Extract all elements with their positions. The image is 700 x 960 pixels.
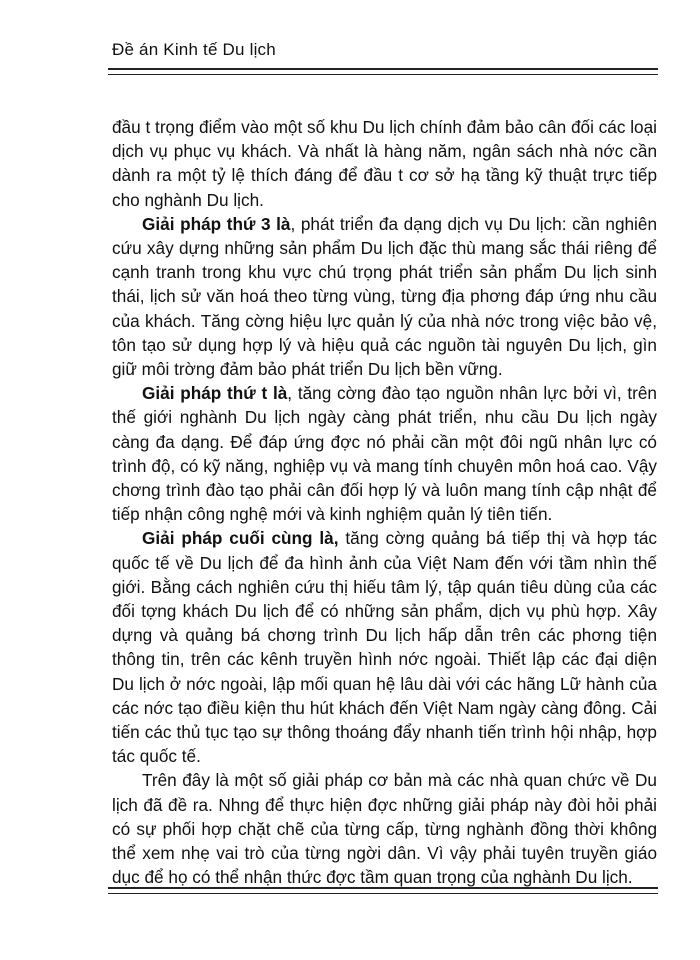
header-rule: [108, 68, 658, 75]
paragraph-5: [112, 768, 657, 889]
paragraph-lead: Giải pháp cuối cùng là,: [142, 528, 339, 549]
paragraph-text: đầu t trọng điểm vào một số khu Du lịch chính đảm bảo cân đối các loại dịch vụ phục vụ khách. Và nhất là hàng năm, ngân sách nhà nớc cần dành ra một tỷ lệ thích đáng để đầu t cơ sở hạ tầng kỹ thuật trực tiếp cho nghành Du lịch.: [112, 117, 657, 210]
paragraph-3: [112, 381, 657, 526]
page-header-title: Đề án Kinh tế Du lịch: [112, 40, 276, 59]
paragraph-text: , tăng cờng đào tạo nguồn nhân lực bởi vì, trên thế giới nghành Du lịch ngày càng phát triển, nhu cầu Du lịch ngày càng đa dạng. Để đáp ứng đợc nó phải cần một đôi ngũ nhân lực có trình độ, có kỹ năng, nghiệp vụ và mang tính chuyên môn hoá cao. Vậy chơng trình đào tạo phải cân đối hợp lý và luôn mang tính cập nhật để tiếp nhận công nghệ mới và kinh nghiệm quản lý tiên tiến.: [112, 383, 657, 525]
paragraph-lead: Giải pháp thứ 3 là: [142, 213, 291, 234]
document-body: [112, 115, 657, 890]
paragraph-text: Trên đây là một số giải pháp cơ bản mà các nhà quan chức về Du lịch đã đề ra. Nhng để thực hiện đợc những giải pháp này đòi hỏi phải có sự phối hợp chặt chẽ của từng cấp, từng nghành đồng thời không thể xem nhẹ vai trò của từng ngời dân. Vì vậy phải tuyên truyền giáo dục để họ có thể nhận thức đợc tầm quan trọng của nghành Du lịch.: [112, 770, 657, 888]
paragraph-text: , phát triển đa dạng dịch vụ Du lịch: cần nghiên cứu xây dựng những sản phẩm Du lịch đặc thù mang sắc thái riêng để cạnh tranh trong khu vực chú trọng phát triển sản phẩm Du lịch sinh thái, lịch sử văn hoá theo từng vùng, từng địa phơng đáp ứng nhu cầu của khách. Tăng cờng hiệu lực quản lý của nhà nớc trong việc bảo vệ, tôn tạo sử dụng hợp lý và hiệu quả các nguồn tài nguyên Du lịch, gìn giữ môi trờng đảm bảo phát triển Du lịch bền vững.: [112, 213, 657, 380]
paragraph-lead: Giải pháp thứ t là: [142, 383, 288, 404]
paragraph-1: [112, 115, 657, 212]
footer-rule: [108, 887, 658, 894]
paragraph-2: [112, 212, 657, 381]
paragraph-text: tăng cờng quảng bá tiếp thị và hợp tác quốc tế về Du lịch để đa hình ảnh của Việt Nam đến với tầm nhìn thế giới. Bằng cách nghiên cứu thị hiếu tâm lý, tập quán tiêu dùng của các đối tợng khách Du lịch để có những sản phẩm, dịch vụ phù hợp. Xây dựng và quảng bá chơng trình Du lịch hấp dẫn trên các phơng tiện thông tin, trên các kênh truyền hình nớc ngoài. Thiết lập các đại diện Du lịch ở nớc ngoài, lập mối quan hệ lâu dài với các hãng Lữ hành của các nớc tạo điều kiện thu hút khách đến Việt Nam ngày càng đông. Cải tiến các thủ tục tạo sự thông thoáng đẩy nhanh tiến trình hội nhập, hợp tác quốc tế.: [112, 528, 657, 767]
paragraph-4: [112, 526, 657, 768]
